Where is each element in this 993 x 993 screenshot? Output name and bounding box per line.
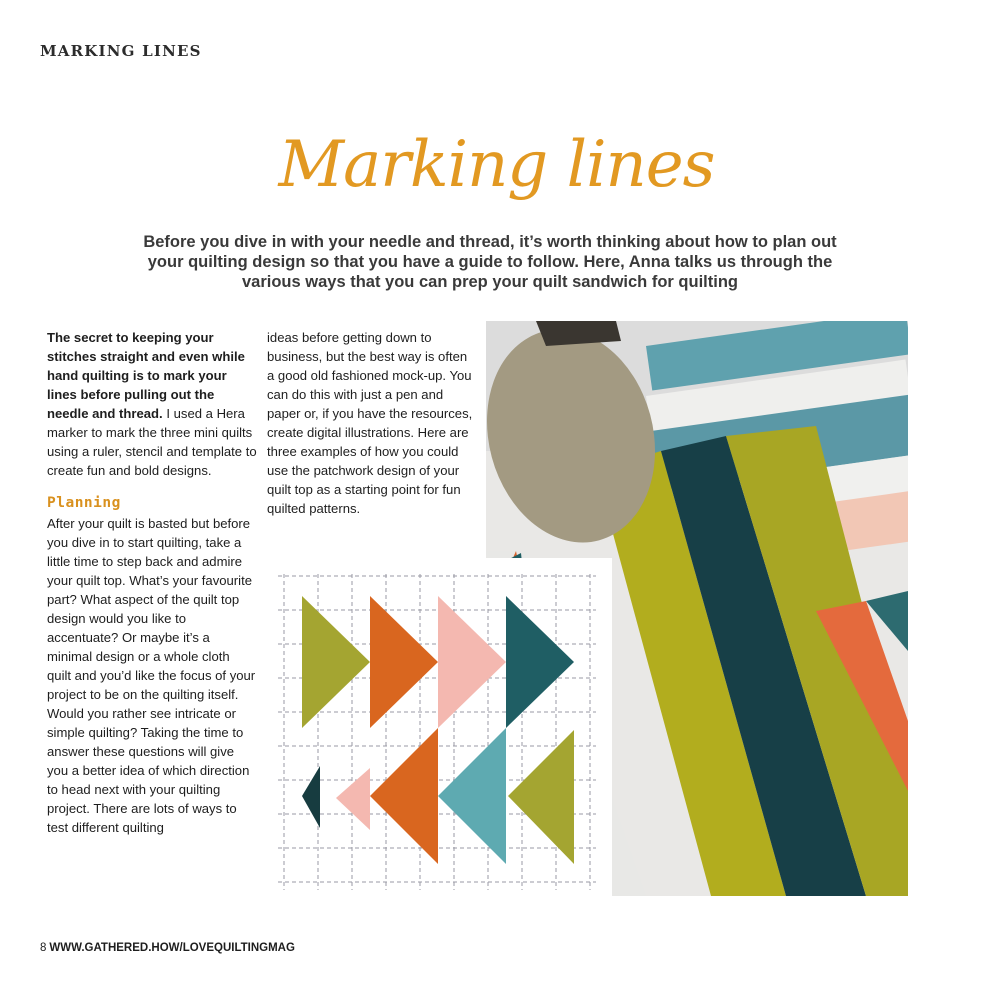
page-number: 8 <box>40 942 47 954</box>
planning-heading: Planning <box>47 495 121 511</box>
lead-rest: I used a Hera marker to mark the three mini quilts using a ruler, stencil and template to create fun and bold designs. <box>47 406 257 478</box>
article-intro: Before you dive in with your needle and thread, it’s worth thinking about how to plan out your quilting design so that you have a guide to follow. Here, Anna talks us through the various ways that you can prep your quilt sandwich for quilting <box>143 233 837 291</box>
text-column-2 <box>267 328 477 518</box>
lead-bold: The secret to keeping your stitches straight and even while hand quilting is to mark your lines before pulling out the needle and thread. <box>47 330 245 421</box>
mockup-illustration <box>272 558 612 898</box>
section-label: MARKING LINES <box>40 42 202 60</box>
text-column-1 <box>47 328 257 837</box>
planning-paragraph: After your quilt is basted but before you dive in to start quilting, take a little time to step back and admire your quilt top. What’s your favourite part? What aspect of the quilt top design would you like to accentuate? Or maybe it’s a minimal design or a whole cloth quilt and you’d like the focus of your project to be on the quilting itself. Would you rather see intricate or simple quilting? Taking the time to answer these questions will give you a better idea of which direction to head next with your quilting project. There are lots of ways to test different quilting <box>47 516 256 835</box>
mockup-paragraph: ideas before getting down to business, but the best way is often a good old fashioned mock-up. You can do this with just a pen and paper or, if you have the resources, create digital illustrations. Here are three examples of how you could use the patchwork design of your quilt top as a starting point for fun quilted patterns. <box>267 330 473 516</box>
page-footer <box>40 942 295 954</box>
footer-url[interactable]: WWW.GATHERED.HOW/LOVEQUILTINGMAG <box>49 942 295 954</box>
lead-paragraph <box>47 328 257 480</box>
article-title: Marking lines <box>278 128 715 202</box>
